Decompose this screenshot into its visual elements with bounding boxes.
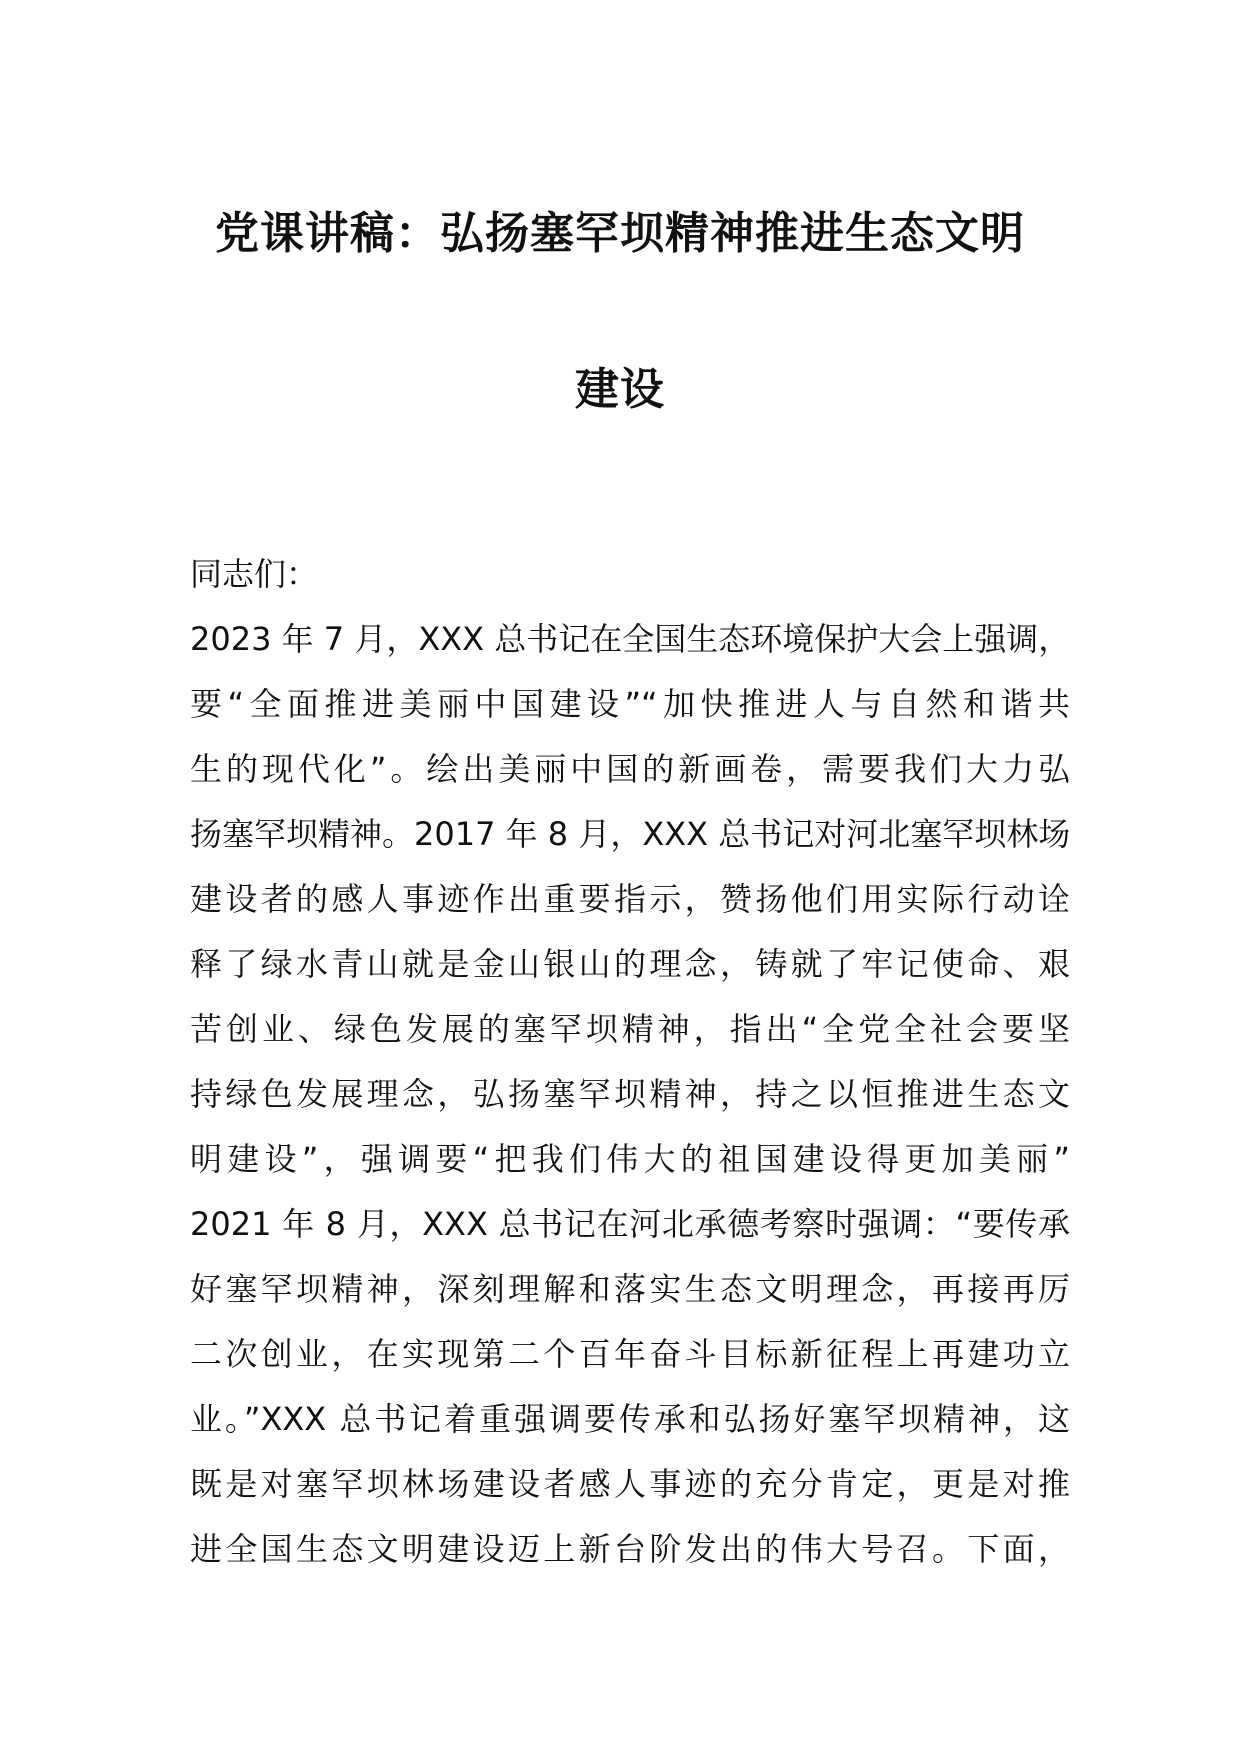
body-line: 2021 年 8 月，XXX 总书记在河北承德考察时强调：“要传承 xyxy=(190,1205,1070,1243)
body-line: 要“全面推进美丽中国建设”“加快推进人与自然和谐共 xyxy=(190,685,1070,723)
body-line: 扬塞罕坝精神。2017 年 8 月，XXX 总书记对河北塞罕坝林场 xyxy=(190,815,1070,853)
greeting: 同志们： xyxy=(190,555,319,593)
body-line: 进全国生态文明建设迈上新台阶发出的伟大号召。下面， xyxy=(190,1530,1070,1568)
body-line: 二次创业，在实现第二个百年奋斗目标新征程上再建功立 xyxy=(190,1335,1070,1373)
body-line: 好塞罕坝精神，深刻理解和落实生态文明理念，再接再厉 xyxy=(190,1270,1070,1308)
body-line: 既是对塞罕坝林场建设者感人事迹的充分肯定，更是对推 xyxy=(190,1465,1070,1503)
body-line: 持绿色发展理念，弘扬塞罕坝精神，持之以恒推进生态文 xyxy=(190,1075,1070,1113)
body-line: 生的现代化”。绘出美丽中国的新画卷，需要我们大力弘 xyxy=(190,750,1070,788)
body-line: 建设者的感人事迹作出重要指示，赞扬他们用实际行动诠 xyxy=(190,880,1070,918)
body-line: 明建设”，强调要“把我们伟大的祖国建设得更加美丽” xyxy=(190,1140,1070,1178)
body-line: 苦创业、绿色发展的塞罕坝精神，指出“全党全社会要坚 xyxy=(190,1010,1070,1048)
body-line: 释了绿水青山就是金山银山的理念，铸就了牢记使命、艰 xyxy=(190,945,1070,983)
body-line: 2023 年 7 月，XXX 总书记在全国生态环境保护大会上强调， xyxy=(190,620,1070,658)
body-line: 业。”XXX 总书记着重强调要传承和弘扬好塞罕坝精神，这 xyxy=(190,1400,1070,1438)
document-title-line-1: 党课讲稿：弘扬塞罕坝精神推进生态文明 xyxy=(215,208,1025,259)
document-title-line-2: 建设 xyxy=(575,364,665,415)
